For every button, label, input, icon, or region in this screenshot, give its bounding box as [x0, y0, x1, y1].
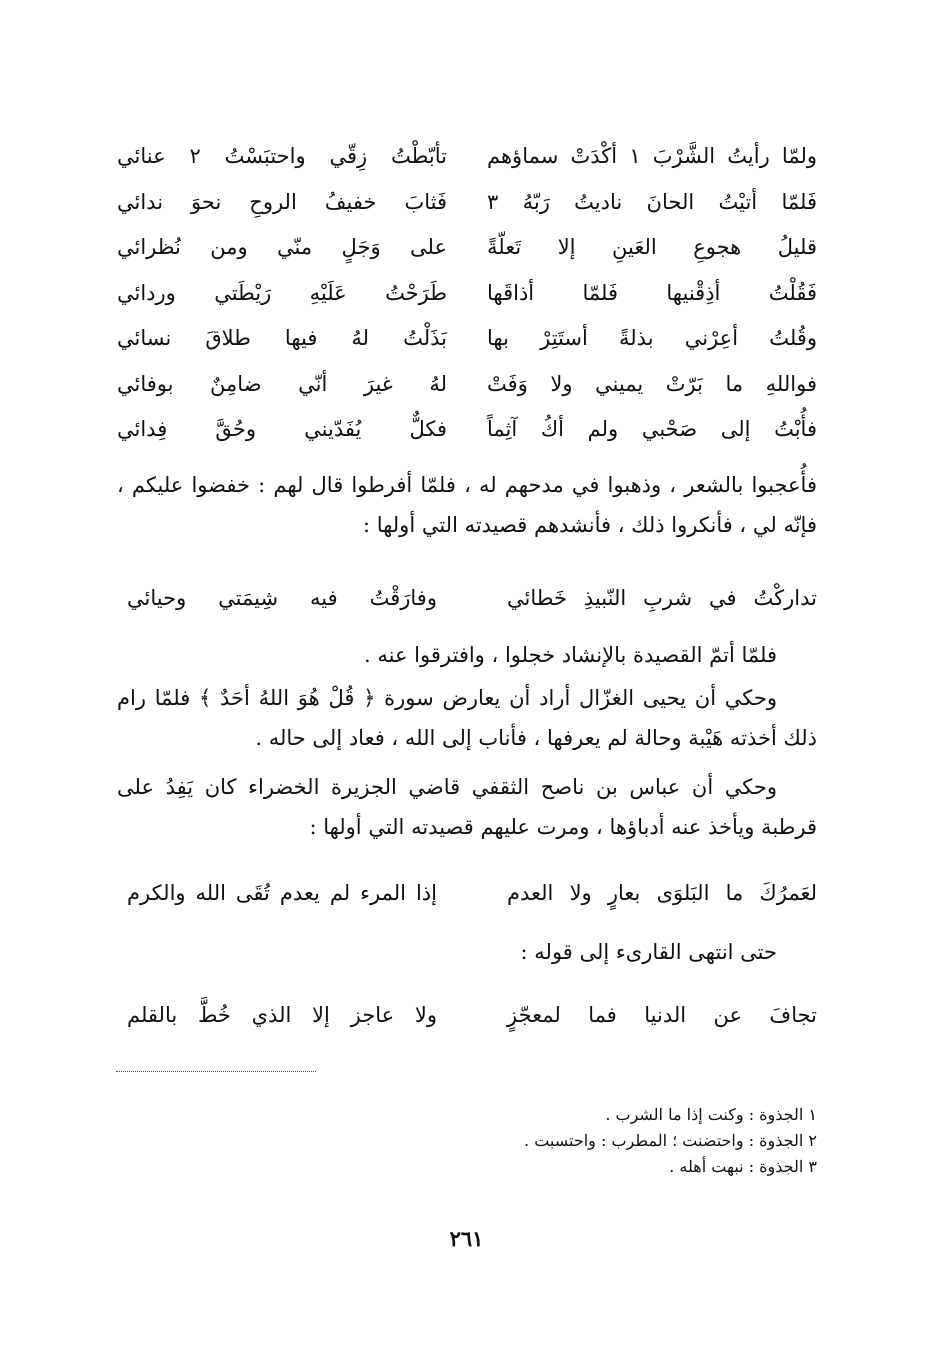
verse-second-hemistich: فكلٌّ يُفَدّيني وحُقَّ فِدائي	[117, 417, 447, 441]
poem-verse	[117, 995, 817, 1035]
poem-verse	[117, 182, 817, 228]
poem-verse	[117, 318, 817, 364]
verse-second-hemistich: طَرَحْتُ عَلَيْهِ رَيْطَتي وردائي	[117, 280, 447, 305]
poem-verse	[117, 273, 817, 319]
prose-paragraph: وحكي أن يحيى الغزّال أراد أن يعارض سورة ﴿ قُلْ هُوَ اللهُ أحَدٌ ﴾ فلمّا رام ذلك أخذته هَيْبة وحالة لم يعرفها ، فأناب إلى الله ، فعاد إلى حاله .	[117, 686, 817, 750]
poem-block	[117, 136, 817, 455]
page-number: ٢٦١	[449, 1226, 484, 1251]
verse-first-hemistich: لعَمرُكَ ما البَلوَى بعارٍ ولا العدم	[507, 881, 817, 905]
verse-second-hemistich: بَذَلْتُ لهُ فيها طلاقَ نسائي	[117, 326, 447, 350]
footnote: ٢ الجذوة : واحتضنت ؛ المطرب : واحتسبت .	[524, 1131, 817, 1150]
poem-verse	[117, 873, 817, 913]
verse-second-hemistich: على وَجَلٍ منّي ومن نُظرائي	[117, 235, 447, 259]
footnote-divider	[116, 1071, 316, 1072]
verse-first-hemistich: فواللهِ ما بَرّتْ يميني ولا وَفَتْ	[487, 371, 817, 396]
verse-first-hemistich: تجافَ عن الدنيا فما لمعجّزٍ	[507, 1003, 817, 1027]
footnote: ٣ الجذوة : نبهت أهله .	[669, 1157, 817, 1176]
verse-first-hemistich: فَلمّا أتيْتُ الحانَ ناديتُ رَبّهُ ٣	[487, 189, 817, 214]
verse-second-hemistich: فَثابَ خفيفُ الروحِ نحوَ ندائي	[117, 189, 447, 214]
verse-second-hemistich: تأبّطْتُ زِقّي واحتبَسْتُ ٢ عنائي	[117, 144, 447, 168]
verse-second-hemistich: وفارَقْتُ فيه شِيمَتي وحيائي	[127, 586, 437, 610]
verse-second-hemistich: إذا المرء لم يعدم تُقَى الله والكرم	[127, 881, 437, 905]
verse-first-hemistich: ولمّا رأيتُ الشَّرْبَ ١ أكْدَتْ سماؤهم	[487, 144, 817, 168]
prose-paragraph: حتى انتهى القارىء إلى قوله :	[520, 940, 777, 964]
poem-verse	[117, 578, 817, 618]
poem-verse	[117, 409, 817, 455]
poem-verse	[117, 136, 817, 182]
poem-verse	[117, 364, 817, 410]
verse-first-hemistich: تداركْتُ في شربِ النّبيذِ خَطائي	[507, 586, 817, 610]
footnote: ١ الجذوة : وكنت إذا ما الشرب .	[605, 1105, 817, 1124]
verse-second-hemistich: لهُ غيرَ أنّي ضامِنٌ بوفائي	[117, 371, 447, 396]
verse-first-hemistich: قليلُ هجوعِ العَينِ إلا تَعلّةً	[487, 235, 817, 259]
verse-first-hemistich: فَقُلْتُ أذِقْنيها فَلمّا أذاقَها	[487, 280, 817, 305]
verse-second-hemistich: ولا عاجز إلا الذي خُطَّ بالقلم	[127, 1003, 437, 1027]
prose-paragraph: فلمّا أتمّ القصيدة بالإنشاد خجلوا ، وافترقوا عنه .	[364, 643, 777, 667]
verse-first-hemistich: وقُلتُ أعِرْني بذلةً أستَتِرْ بها	[487, 326, 817, 350]
verse-first-hemistich: فأُبْتُ إلى صَحْبي ولم أكُ آثِماً	[487, 417, 817, 441]
prose-paragraph: فأُعجبوا بالشعر ، وذهبوا في مدحهم له ، فلمّا أفرطوا قال لهم : خفضوا عليكم ، فإنّه لي ، فأنكروا ذلك ، فأنشدهم قصيدته التي أولها :	[117, 473, 817, 537]
prose-paragraph: وحكي أن عباس بن ناصح الثقفي قاضي الجزيرة الخضراء كان يَفِدُ على قرطبة ويأخذ عنه أدباؤها ، ومرت عليهم قصيدته التي أولها :	[117, 775, 817, 839]
poem-verse	[117, 227, 817, 273]
footnotes	[117, 1102, 817, 1180]
